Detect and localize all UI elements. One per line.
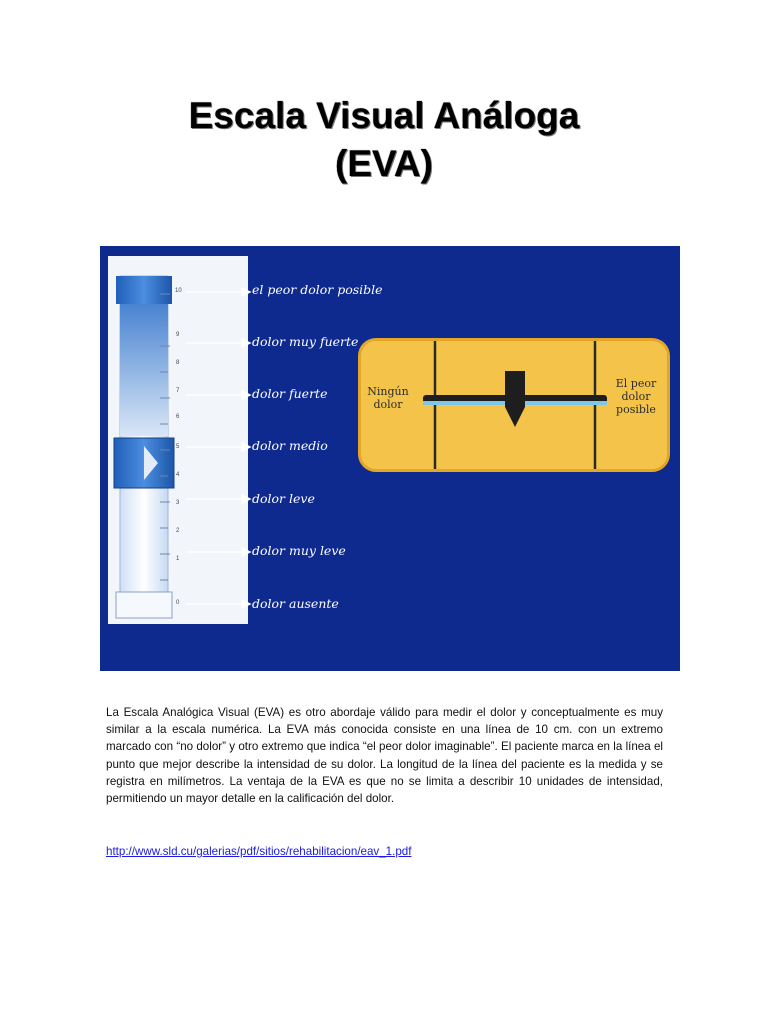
scale-label-worst: el peor dolor posible bbox=[252, 282, 383, 297]
tick-number-0: 0 bbox=[176, 600, 180, 606]
tick-number-1: 1 bbox=[176, 556, 180, 562]
title-line-2: (EVA) bbox=[335, 143, 433, 184]
title-line-1: Escala Visual Análoga bbox=[188, 95, 580, 136]
tick-number-4: 4 bbox=[176, 472, 180, 478]
tick-number-10: 10 bbox=[175, 288, 182, 294]
label-arrows bbox=[186, 288, 250, 608]
tick-number-7: 7 bbox=[176, 388, 180, 394]
tick-number-6: 6 bbox=[176, 414, 180, 420]
scale-label-very-strong: dolor muy fuerte bbox=[252, 334, 359, 349]
source-link[interactable]: http://www.sld.cu/galerias/pdf/sitios/rehabilitacion/eav_1.pdf bbox=[106, 845, 412, 858]
page-title bbox=[0, 92, 768, 188]
slider-label-worst-pain: El peor dolor posible bbox=[615, 377, 657, 416]
tick-number-2: 2 bbox=[176, 528, 180, 534]
scale-label-medium: dolor medio bbox=[252, 438, 328, 453]
tick-number-3: 3 bbox=[176, 500, 180, 506]
scale-label-absent: dolor ausente bbox=[252, 596, 339, 611]
tick-number-8: 8 bbox=[176, 360, 180, 366]
eva-figure bbox=[100, 246, 680, 671]
slider-card bbox=[358, 338, 670, 472]
thermometer-base bbox=[116, 592, 172, 618]
scale-label-very-mild: dolor muy leve bbox=[252, 543, 346, 558]
tick-number-9: 9 bbox=[176, 332, 180, 338]
thermometer-top-cap bbox=[116, 276, 172, 304]
slider-handle bbox=[505, 371, 525, 407]
scale-label-mild: dolor leve bbox=[252, 491, 315, 506]
tick-number-5: 5 bbox=[176, 444, 180, 450]
slider-label-no-pain: Ningún dolor bbox=[367, 385, 409, 411]
scale-label-strong: dolor fuerte bbox=[252, 386, 328, 401]
body-paragraph: La Escala Analógica Visual (EVA) es otro abordaje válido para medir el dolor y conceptualmente es muy similar a la escala numérica. La EVA más conocida consiste en una línea de 10 cm. con un extremo marcado con “no dolor” y otro extremo que indica “el peor dolor imaginable”. El paciente marca en la línea el punto que mejor describe la intensidad de su dolor. La longitud de la línea del paciente es la medida y se registra en milímetros. La ventaja de la EVA es que no se limita a describir 10 unidades de intensidad, permitiendo un mayor detalle en la calificación del dolor. bbox=[106, 706, 663, 806]
